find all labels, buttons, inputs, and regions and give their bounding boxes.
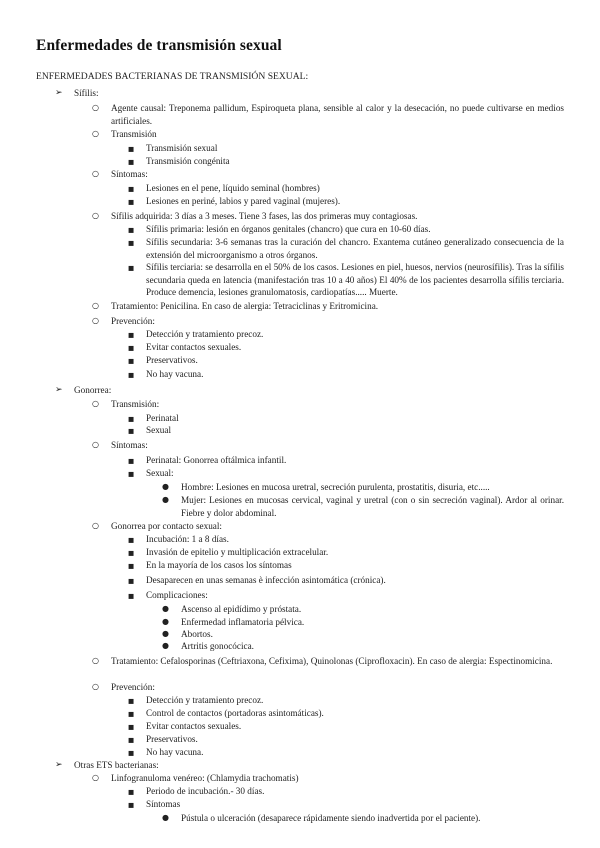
outline-item-level-3: Control de contactos (portadoras asintomáticas). (146, 708, 324, 718)
bullet-level-3-icon: ■ (128, 357, 135, 365)
outline-item-level-3: Evitar contactos sexuales. (146, 342, 242, 352)
bullet-level-3-icon: ■ (128, 562, 135, 570)
bullet-level-3-icon: ■ (128, 264, 135, 272)
bullet-level-3-icon: ■ (128, 577, 135, 585)
bullet-level-4-icon: ● (162, 604, 169, 613)
bullet-level-3-icon: ■ (128, 470, 135, 478)
outline-item-level-1: Gonorrea: (74, 385, 112, 395)
bullet-level-3-icon: ■ (128, 226, 135, 234)
bullet-level-2-icon: ○ (92, 211, 99, 220)
bullet-level-3-icon: ■ (128, 549, 135, 557)
outline-item-level-2: Agente causal: Treponema pallidum, Espiroqueta plana, sensible al calor y la desecación, no puede cultivarse en medios artificiales. (111, 103, 564, 126)
outline-item-level-3: Periodo de incubación.- 30 días. (146, 786, 265, 796)
outline-item-level-4: Artritis gonocócica. (181, 641, 254, 651)
bullet-level-2-icon: ○ (92, 169, 99, 178)
bullet-level-2-icon: ○ (92, 301, 99, 310)
bullet-level-3-icon: ■ (128, 239, 135, 247)
outline-item-level-3: Incubación: 1 a 8 días. (146, 534, 229, 544)
outline-item-level-2: Síntomas: (111, 440, 148, 450)
outline-item-level-2: Síntomas: (111, 169, 148, 179)
bullet-level-2-icon: ○ (92, 682, 99, 691)
bullet-level-3-icon: ■ (128, 723, 135, 731)
outline-item-level-2: Linfogranuloma venéreo: (Chlamydia trachomatis) (111, 773, 299, 783)
bullet-level-3-icon: ■ (128, 427, 135, 435)
bullet-level-3-icon: ■ (128, 415, 135, 423)
outline-item-level-3: Transmisión congénita (146, 156, 230, 166)
bullet-level-2-icon: ○ (92, 656, 99, 665)
outline-item-level-3: Perinatal (146, 413, 179, 423)
outline-item-level-2: Tratamiento: Penicilina. En caso de alergia: Tetraciclinas y Eritromicina. (111, 301, 379, 311)
bullet-level-3-icon: ■ (128, 736, 135, 744)
outline-item-level-3: Desaparecen en unas semanas è infección asintomática (crónica). (146, 575, 386, 585)
outline-item-level-3: Perinatal: Gonorrea oftálmica infantil. (146, 455, 287, 465)
outline-item-level-3: Detección y tratamiento precoz. (146, 695, 264, 705)
outline-item-level-2: Gonorrea por contacto sexual: (111, 521, 222, 531)
bullet-level-1-icon: ➢ (55, 760, 63, 770)
outline-item-level-2: Transmisión (111, 129, 157, 139)
outline-item-level-4: Pústula o ulceración (desaparece rápidamente siendo inadvertida por el paciente). (181, 813, 481, 823)
bullet-level-3-icon: ■ (128, 371, 135, 379)
outline-item-level-3: Preservativos. (146, 355, 198, 365)
outline-item-level-3: Evitar contactos sexuales. (146, 721, 242, 731)
outline-item-level-1: Sífilis: (74, 88, 99, 98)
bullet-level-3-icon: ■ (128, 185, 135, 193)
bullet-level-2-icon: ○ (92, 521, 99, 530)
bullet-level-3-icon: ■ (128, 331, 135, 339)
bullet-level-4-icon: ● (162, 629, 169, 638)
bullet-level-1-icon: ➢ (55, 385, 63, 395)
outline-item-level-3: Sexual (146, 425, 172, 435)
bullet-level-3-icon: ■ (128, 344, 135, 352)
outline-item-level-4: Mujer: Lesiones en mucosas cervical, vaginal y uretral (con o sin secreción vaginal). Ardor al orinar. Fiebre y dolor abdominal. (181, 495, 564, 518)
bullet-level-3-icon: ■ (128, 592, 135, 600)
outline-item-level-1: Otras ETS bacterianas: (74, 760, 159, 770)
outline-item-level-3: Invasión de epitelio y multiplicación extracelular. (146, 547, 329, 557)
bullet-level-2-icon: ○ (92, 316, 99, 325)
bullet-level-3-icon: ■ (128, 536, 135, 544)
bullet-level-2-icon: ○ (92, 399, 99, 408)
bullet-level-2-icon: ○ (92, 440, 99, 449)
bullet-level-3-icon: ■ (128, 697, 135, 705)
outline-item-level-2: Prevención: (111, 316, 155, 326)
outline-item-level-4: Ascenso al epidídimo y próstata. (181, 604, 302, 614)
outline-item-level-2: Transmisión: (111, 399, 160, 409)
outline-item-level-2: Sífilis adquirida: 3 días a 3 meses. Tiene 3 fases, las dos primeras muy contagiosas. (111, 211, 418, 221)
bullet-level-4-icon: ● (162, 813, 169, 822)
bullet-level-3-icon: ■ (128, 158, 135, 166)
outline-item-level-3: No hay vacuna. (146, 747, 204, 757)
bullet-level-2-icon: ○ (92, 129, 99, 138)
page-title: Enfermedades de transmisión sexual (36, 37, 282, 54)
bullet-level-3-icon: ■ (128, 710, 135, 718)
outline-item-level-3: Preservativos. (146, 734, 198, 744)
bullet-level-4-icon: ● (162, 495, 169, 504)
outline-item-level-2: Tratamiento: Cefalosporinas (Ceftriaxona, Cefixima), Quinolonas (Ciprofloxacin). En caso de alergia: Espectinomicina. (111, 656, 553, 666)
outline-item-level-3: No hay vacuna. (146, 369, 204, 379)
bullet-level-4-icon: ● (162, 641, 169, 650)
outline-item-level-4: Enfermedad inflamatoria pélvica. (181, 617, 305, 627)
outline-item-level-3: Transmisión sexual (146, 143, 218, 153)
outline-item-level-3: Sexual: (146, 468, 174, 478)
bullet-level-3-icon: ■ (128, 145, 135, 153)
section-heading: ENFERMEDADES BACTERIANAS DE TRANSMISIÓN SEXUAL: (36, 71, 309, 82)
outline-item-level-4: Hombre: Lesiones en mucosa uretral, secreción purulenta, prostatitis, disuria, etc..... (181, 482, 490, 492)
bullet-level-1-icon: ➢ (55, 88, 63, 98)
outline-item-level-3: En la mayoría de los casos los síntomas (146, 560, 292, 570)
bullet-level-2-icon: ○ (92, 773, 99, 782)
outline-item-level-3: Detección y tratamiento precoz. (146, 329, 264, 339)
bullet-level-3-icon: ■ (128, 198, 135, 206)
outline-item-level-4: Abortos. (181, 629, 213, 639)
outline-item-level-3: Sífilis terciaria: se desarrolla en el 50% de los casos. Lesiones en piel, huesos, nervios (neurosífilis). Tras la sífilis secundaria queda en latencia (manifestación tras 10 a 40 años) El 40% de los pacientes desarrolla sífilis terciaria. Produce demencia, lesiones granulomatosis, cardiopatías..... Muerte. (146, 262, 564, 297)
bullet-level-4-icon: ● (162, 482, 169, 491)
outline-item-level-3: Complicaciones: (146, 590, 208, 600)
outline-item-level-3: Sífilis secundaria: 3-6 semanas tras la curación del chancro. Exantema cutáneo generalizado consecuencia de la extensión del microorganismo a otros órganos. (146, 237, 564, 260)
outline-item-level-3: Sífilis primaria: lesión en órganos genitales (chancro) que cura en 10-60 días. (146, 224, 431, 234)
outline-item-level-3: Síntomas (146, 799, 181, 809)
bullet-level-3-icon: ■ (128, 749, 135, 757)
bullet-level-3-icon: ■ (128, 457, 135, 465)
outline-item-level-3: Lesiones en periné, labios y pared vaginal (mujeres). (146, 196, 341, 206)
bullet-level-4-icon: ● (162, 617, 169, 626)
bullet-level-3-icon: ■ (128, 788, 135, 796)
bullet-level-2-icon: ○ (92, 103, 99, 112)
outline-item-level-2: Prevención: (111, 682, 155, 692)
bullet-level-3-icon: ■ (128, 801, 135, 809)
outline-item-level-3: Lesiones en el pene, líquido seminal (hombres) (146, 183, 320, 193)
